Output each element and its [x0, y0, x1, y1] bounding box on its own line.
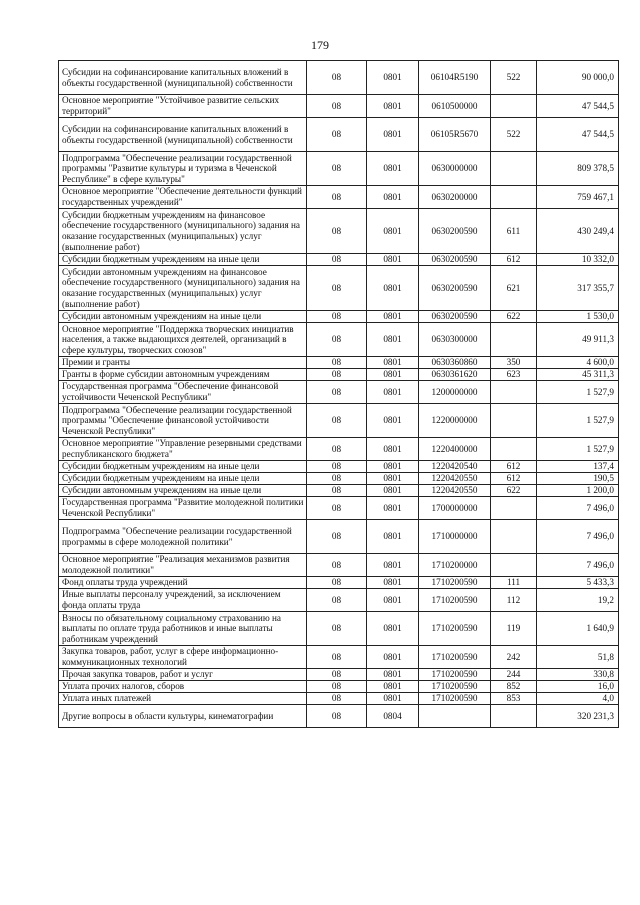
row-expense-type — [491, 381, 537, 404]
budget-table — [58, 60, 619, 728]
row-name: Субсидии на софинансирование капитальных вложений в объекты государственной (муниципальной) собственности — [59, 61, 307, 95]
row-target-code: 0630200590 — [419, 266, 491, 311]
row-name: Субсидии бюджетным учреждениям на иные цели — [59, 254, 307, 266]
table-row — [59, 381, 619, 404]
row-name: Субсидии бюджетным учреждениям на финансовое обеспечение государственного (муниципального) задания на оказание государственных (муниципальных) услуг (выполнение работ) — [59, 209, 307, 254]
row-expense-type — [491, 554, 537, 577]
row-name: Закупка товаров, работ, услуг в сфере информационно-коммуникационных технологий — [59, 646, 307, 669]
row-section-code: 08 — [307, 404, 367, 438]
table-row — [59, 473, 619, 485]
row-amount: 430 249,4 — [537, 209, 619, 254]
row-expense-type — [491, 95, 537, 118]
row-target-code: 0630000000 — [419, 152, 491, 186]
row-amount: 5 433,3 — [537, 577, 619, 589]
row-section-code: 08 — [307, 61, 367, 95]
row-section-code: 08 — [307, 209, 367, 254]
row-expense-type: 622 — [491, 485, 537, 497]
row-amount: 190,5 — [537, 473, 619, 485]
row-expense-type: 611 — [491, 209, 537, 254]
row-amount: 759 467,1 — [537, 186, 619, 209]
row-name: Подпрограмма "Обеспечение реализации государственной программы в сфере молодежной политики" — [59, 520, 307, 554]
row-amount: 7 496,0 — [537, 520, 619, 554]
row-section-code: 08 — [307, 266, 367, 311]
row-expense-type: 119 — [491, 612, 537, 646]
table-row — [59, 254, 619, 266]
row-subsection-code: 0801 — [367, 669, 419, 681]
row-target-code: 0610500000 — [419, 95, 491, 118]
row-subsection-code: 0801 — [367, 95, 419, 118]
row-name: Уплата иных платежей — [59, 693, 307, 705]
row-expense-type: 622 — [491, 311, 537, 323]
row-subsection-code: 0801 — [367, 473, 419, 485]
row-target-code: 1710200590 — [419, 612, 491, 646]
row-expense-type — [491, 152, 537, 186]
table-row — [59, 577, 619, 589]
row-section-code: 08 — [307, 461, 367, 473]
row-amount: 90 000,0 — [537, 61, 619, 95]
table-row — [59, 705, 619, 728]
row-expense-type: 612 — [491, 254, 537, 266]
table-row — [59, 357, 619, 369]
row-target-code: 0630200590 — [419, 209, 491, 254]
row-target-code: 06105R5670 — [419, 118, 491, 152]
row-expense-type — [491, 520, 537, 554]
table-row — [59, 438, 619, 461]
table-row — [59, 152, 619, 186]
row-amount: 10 332,0 — [537, 254, 619, 266]
row-section-code: 08 — [307, 646, 367, 669]
row-expense-type: 244 — [491, 669, 537, 681]
row-name: Иные выплаты персоналу учреждений, за исключением фонда оплаты труда — [59, 589, 307, 612]
row-name: Основное мероприятие "Управление резервными средствами республиканского бюджета" — [59, 438, 307, 461]
row-expense-type: 612 — [491, 461, 537, 473]
row-expense-type: 522 — [491, 61, 537, 95]
row-name: Прочая закупка товаров, работ и услуг — [59, 669, 307, 681]
row-amount: 1 200,0 — [537, 485, 619, 497]
row-subsection-code: 0801 — [367, 438, 419, 461]
row-amount: 7 496,0 — [537, 497, 619, 520]
row-expense-type — [491, 323, 537, 357]
row-section-code: 08 — [307, 118, 367, 152]
row-expense-type: 612 — [491, 473, 537, 485]
row-expense-type: 242 — [491, 646, 537, 669]
row-expense-type: 111 — [491, 577, 537, 589]
row-target-code: 0630200590 — [419, 254, 491, 266]
table-row — [59, 266, 619, 311]
row-subsection-code: 0801 — [367, 369, 419, 381]
row-target-code: 1710200590 — [419, 693, 491, 705]
row-amount: 320 231,3 — [537, 705, 619, 728]
row-target-code: 0630300000 — [419, 323, 491, 357]
row-expense-type: 350 — [491, 357, 537, 369]
row-name: Основное мероприятие "Поддержка творческих инициатив населения, а также выдающихся деятелей, организаций в сфере культуры, творческих союзов" — [59, 323, 307, 357]
row-section-code: 08 — [307, 323, 367, 357]
row-subsection-code: 0801 — [367, 693, 419, 705]
row-amount: 4,0 — [537, 693, 619, 705]
row-amount: 1 527,9 — [537, 381, 619, 404]
row-name: Гранты в форме субсидии автономным учреждениям — [59, 369, 307, 381]
row-amount: 47 544,5 — [537, 118, 619, 152]
row-section-code: 08 — [307, 95, 367, 118]
row-amount: 4 600,0 — [537, 357, 619, 369]
row-subsection-code: 0801 — [367, 311, 419, 323]
table-row — [59, 61, 619, 95]
row-section-code: 08 — [307, 612, 367, 646]
row-section-code: 08 — [307, 369, 367, 381]
row-amount: 45 311,3 — [537, 369, 619, 381]
row-section-code: 08 — [307, 357, 367, 369]
row-subsection-code: 0804 — [367, 705, 419, 728]
row-name: Взносы по обязательному социальному страхованию на выплаты по оплате труда работников и иные выплаты работникам учреждений — [59, 612, 307, 646]
row-subsection-code: 0801 — [367, 254, 419, 266]
table-row — [59, 323, 619, 357]
row-name: Субсидии автономным учреждениям на финансовое обеспечение государственного (муниципального) задания на оказание государственных (муниципальных) услуг (выполнение работ) — [59, 266, 307, 311]
row-name: Основное мероприятие "Реализация механизмов развития молодежной политики" — [59, 554, 307, 577]
row-expense-type: 852 — [491, 681, 537, 693]
row-section-code: 08 — [307, 152, 367, 186]
row-subsection-code: 0801 — [367, 577, 419, 589]
row-name: Субсидии бюджетным учреждениям на иные цели — [59, 473, 307, 485]
row-section-code: 08 — [307, 438, 367, 461]
row-section-code: 08 — [307, 669, 367, 681]
row-subsection-code: 0801 — [367, 520, 419, 554]
row-amount: 16,0 — [537, 681, 619, 693]
table-row — [59, 311, 619, 323]
page-number: 179 — [311, 38, 329, 52]
row-target-code: 1700000000 — [419, 497, 491, 520]
row-section-code: 08 — [307, 254, 367, 266]
row-section-code: 08 — [307, 705, 367, 728]
row-section-code: 08 — [307, 381, 367, 404]
row-section-code: 08 — [307, 485, 367, 497]
row-name: Государственная программа "Обеспечение финансовой устойчивости Чеченской Республики" — [59, 381, 307, 404]
table-row — [59, 589, 619, 612]
table-row — [59, 209, 619, 254]
row-name: Государственная программа "Развитие молодежной политики Чеченской Республики" — [59, 497, 307, 520]
row-subsection-code: 0801 — [367, 118, 419, 152]
row-target-code: 1710200590 — [419, 646, 491, 669]
row-name: Подпрограмма "Обеспечение реализации государственной программы "Развитие культуры и туризма в Чеченской Республике" в сфере культуры" — [59, 152, 307, 186]
row-amount: 330,8 — [537, 669, 619, 681]
row-section-code: 08 — [307, 693, 367, 705]
row-section-code: 08 — [307, 497, 367, 520]
row-expense-type — [491, 497, 537, 520]
table-row — [59, 646, 619, 669]
table-row — [59, 461, 619, 473]
row-target-code: 1710200590 — [419, 681, 491, 693]
row-expense-type: 853 — [491, 693, 537, 705]
row-expense-type: 623 — [491, 369, 537, 381]
row-subsection-code: 0801 — [367, 186, 419, 209]
row-amount: 809 378,5 — [537, 152, 619, 186]
row-amount: 47 544,5 — [537, 95, 619, 118]
row-name: Фонд оплаты труда учреждений — [59, 577, 307, 589]
row-target-code: 1220420550 — [419, 473, 491, 485]
row-section-code: 08 — [307, 577, 367, 589]
row-target-code: 1710200000 — [419, 554, 491, 577]
row-subsection-code: 0801 — [367, 61, 419, 95]
row-target-code: 1200000000 — [419, 381, 491, 404]
row-amount: 1 530,0 — [537, 311, 619, 323]
row-amount: 1 527,9 — [537, 438, 619, 461]
row-section-code: 08 — [307, 681, 367, 693]
row-name: Другие вопросы в области культуры, кинематографии — [59, 705, 307, 728]
row-subsection-code: 0801 — [367, 681, 419, 693]
row-name: Премии и гранты — [59, 357, 307, 369]
row-target-code: 0630200000 — [419, 186, 491, 209]
table-row — [59, 681, 619, 693]
row-subsection-code: 0801 — [367, 554, 419, 577]
row-expense-type: 112 — [491, 589, 537, 612]
row-target-code: 1220000000 — [419, 404, 491, 438]
row-target-code — [419, 705, 491, 728]
table-row — [59, 497, 619, 520]
row-subsection-code: 0801 — [367, 589, 419, 612]
row-name: Субсидии на софинансирование капитальных вложений в объекты государственной (муниципальной) собственности — [59, 118, 307, 152]
table-row — [59, 612, 619, 646]
row-name: Подпрограмма "Обеспечение реализации государственной программы "Обеспечение финансовой устойчивости Чеченской Республики" — [59, 404, 307, 438]
row-amount: 19,2 — [537, 589, 619, 612]
row-name: Субсидии бюджетным учреждениям на иные цели — [59, 461, 307, 473]
row-amount: 51,8 — [537, 646, 619, 669]
row-amount: 317 355,7 — [537, 266, 619, 311]
row-subsection-code: 0801 — [367, 404, 419, 438]
table-row — [59, 118, 619, 152]
row-expense-type — [491, 404, 537, 438]
row-target-code: 1710200590 — [419, 669, 491, 681]
row-subsection-code: 0801 — [367, 485, 419, 497]
row-name: Основное мероприятие "Обеспечение деятельности функций государственных учреждений" — [59, 186, 307, 209]
row-target-code: 1220400000 — [419, 438, 491, 461]
row-name: Основное мероприятие "Устойчивое развитие сельских территорий" — [59, 95, 307, 118]
budget-table-body — [59, 61, 619, 728]
row-target-code: 0630361620 — [419, 369, 491, 381]
row-section-code: 08 — [307, 473, 367, 485]
table-row — [59, 520, 619, 554]
row-section-code: 08 — [307, 554, 367, 577]
table-row — [59, 669, 619, 681]
row-subsection-code: 0801 — [367, 323, 419, 357]
row-amount: 1 527,9 — [537, 404, 619, 438]
row-amount: 137,4 — [537, 461, 619, 473]
row-subsection-code: 0801 — [367, 357, 419, 369]
row-section-code: 08 — [307, 520, 367, 554]
row-section-code: 08 — [307, 311, 367, 323]
table-row — [59, 404, 619, 438]
row-section-code: 08 — [307, 589, 367, 612]
row-subsection-code: 0801 — [367, 381, 419, 404]
row-target-code: 0630360860 — [419, 357, 491, 369]
table-row — [59, 554, 619, 577]
row-name: Субсидии автономным учреждениям на иные цели — [59, 311, 307, 323]
row-target-code: 0630200590 — [419, 311, 491, 323]
row-subsection-code: 0801 — [367, 209, 419, 254]
table-row — [59, 693, 619, 705]
row-subsection-code: 0801 — [367, 152, 419, 186]
table-row — [59, 369, 619, 381]
row-name: Субсидии автономным учреждениям на иные цели — [59, 485, 307, 497]
table-row — [59, 95, 619, 118]
row-target-code: 1710200590 — [419, 577, 491, 589]
row-expense-type — [491, 186, 537, 209]
row-target-code: 1220420550 — [419, 485, 491, 497]
row-target-code: 1710200590 — [419, 589, 491, 612]
row-expense-type: 621 — [491, 266, 537, 311]
row-amount: 1 640,9 — [537, 612, 619, 646]
row-name: Уплата прочих налогов, сборов — [59, 681, 307, 693]
row-target-code: 1220420540 — [419, 461, 491, 473]
row-target-code: 1710000000 — [419, 520, 491, 554]
row-subsection-code: 0801 — [367, 497, 419, 520]
row-subsection-code: 0801 — [367, 612, 419, 646]
row-subsection-code: 0801 — [367, 461, 419, 473]
row-section-code: 08 — [307, 186, 367, 209]
row-amount: 7 496,0 — [537, 554, 619, 577]
table-row — [59, 186, 619, 209]
row-expense-type — [491, 438, 537, 461]
row-subsection-code: 0801 — [367, 266, 419, 311]
row-target-code: 06104R5190 — [419, 61, 491, 95]
table-row — [59, 485, 619, 497]
row-amount: 49 911,3 — [537, 323, 619, 357]
row-expense-type — [491, 705, 537, 728]
row-subsection-code: 0801 — [367, 646, 419, 669]
row-expense-type: 522 — [491, 118, 537, 152]
